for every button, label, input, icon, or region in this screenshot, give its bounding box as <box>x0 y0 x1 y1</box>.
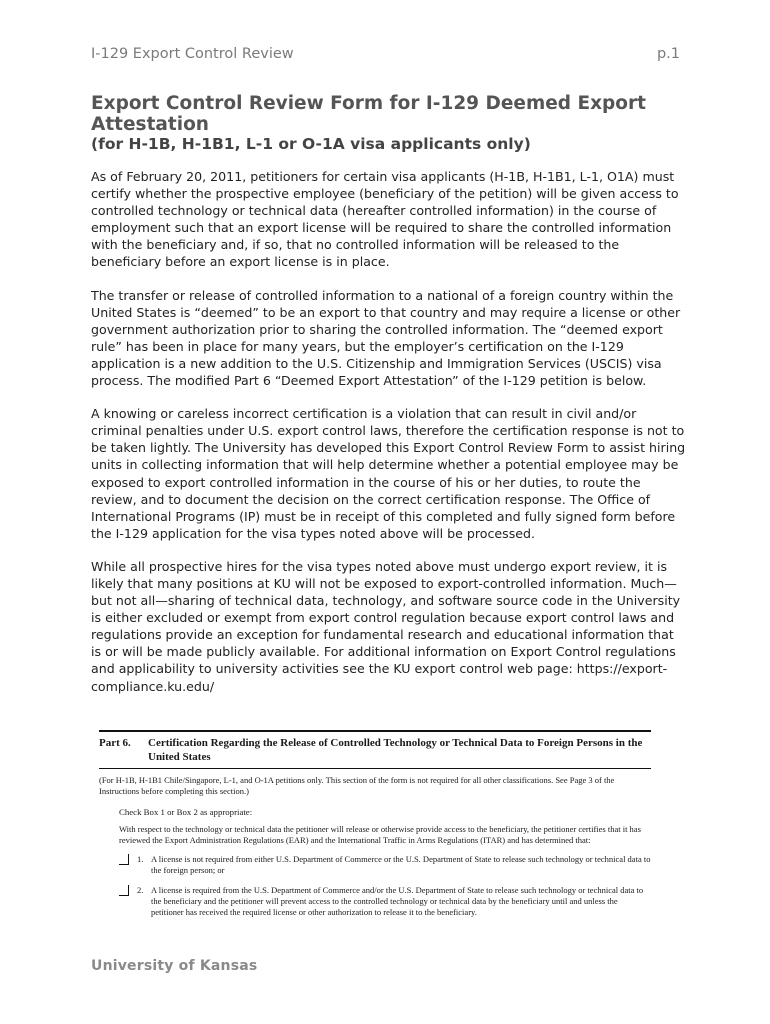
form-heading-rule <box>99 768 651 769</box>
option-text: A license is not required from either U.S. Department of Commerce or the U.S. Department of State to release such technology or technical data to the foreign person; or <box>151 854 651 875</box>
form-part-label: Part 6. <box>99 737 131 749</box>
form-check-instruction: Check Box 1 or Box 2 as appropriate: <box>119 807 253 817</box>
document-body <box>91 168 687 711</box>
paragraph-deemed-export: The transfer or release of controlled information to a national of a foreign country within the United States is “deemed” to be an export to that country and may require a license or other government authorization prior to sharing the controlled information. The “deemed export rule” has been in place for many years, but the employer’s certification on the I-129 application is a new addition to the U.S. Citizenship and Immigration Services (USCIS) visa process. The modified Part 6 “Deemed Export Attestation” of the I-129 petition is below. <box>91 287 681 389</box>
paragraph-intro: As of February 20, 2011, petitioners for certain visa applicants (H-1B, H-1B1, L-1, O1A) must certify whether the prospective employee (beneficiary of the petition) will be given access to controlled technology or technical data (hereafter controlled information) in the course of employment such that an export license will be required to share the controlled information with the beneficiary and, if so, that no controlled information will be released to the beneficiary before an export license is in place. <box>91 169 679 270</box>
paragraph-exemptions: While all prospective hires for the visa types noted above must undergo export review, it is likely that many positions at KU will not be exposed to export-controlled information. Much—but not all—sharing of technical data, technology, and software source code in the University is either excluded or exempt from export control regulation because export control laws and regulations provide an exception for fundamental research and educational information that is or will be made publicly available. For additional information on Export Control regulations and applicability to university activities see the KU export control web page: https://export-compliance.ku.edu/ <box>91 558 681 694</box>
form-intro: With respect to the technology or technical data the petitioner will release or otherwise provide access to the beneficiary, the petitioner certifies that it has reviewed the Export Administration Regulations (EAR) and the International Traffic in Arms Regulations (ITAR) and has determined that: <box>119 824 641 845</box>
form-part-title: Certification Regarding the Release of Controlled Technology or Technical Data to Foreign Persons in the United States <box>148 737 643 763</box>
header-title: I-129 Export Control Review <box>91 46 294 62</box>
form-top-rule <box>99 730 651 732</box>
checkbox-option-2 <box>119 885 129 896</box>
checkbox-option-1 <box>119 854 129 865</box>
i129-part6-excerpt <box>99 730 651 966</box>
form-option-1 <box>99 854 651 876</box>
page-footer: University of Kansas <box>91 958 258 974</box>
form-option-2 <box>99 885 651 918</box>
form-note: (For H-1B, H-1B1 Chile/Singapore, L-1, and O-1A petitions only. This section of the form is not required for all other classifications. See Page 3 of the Instructions before completing this section.) <box>99 775 615 796</box>
option-number: 1. <box>137 854 144 864</box>
page-header <box>91 46 680 66</box>
form-part-heading <box>99 736 651 764</box>
document-subtitle: (for H-1B, H-1B1, L-1 or O-1A visa applicants only) <box>91 135 531 153</box>
option-number: 2. <box>137 885 144 895</box>
document-title: Export Control Review Form for I-129 Deemed Export Attestation <box>91 93 646 135</box>
page-number: p.1 <box>656 46 680 62</box>
option-text: A license is required from the U.S. Department of Commerce and/or the U.S. Department of State to release such technology or technical data to the beneficiary and the petitioner will prevent access to the controlled technology or technical data by the beneficiary until and unless the petitioner has received the required license or other authorization to release it to the beneficiary. <box>151 885 644 917</box>
paragraph-certification: A knowing or careless incorrect certification is a violation that can result in civil and/or criminal penalties under U.S. export control laws, therefore the certification response is not to be taken lightly. The University has developed this Export Control Review Form to assist hiring units in collecting information that will help determine whether a potential employee may be exposed to export controlled information in the course of his or her duties, to route the review, and to document the decision on the correct certification response. The Office of International Programs (IP) must be in receipt of this completed and fully signed form before the I-129 application for the visa types noted above will be processed. <box>91 406 686 541</box>
